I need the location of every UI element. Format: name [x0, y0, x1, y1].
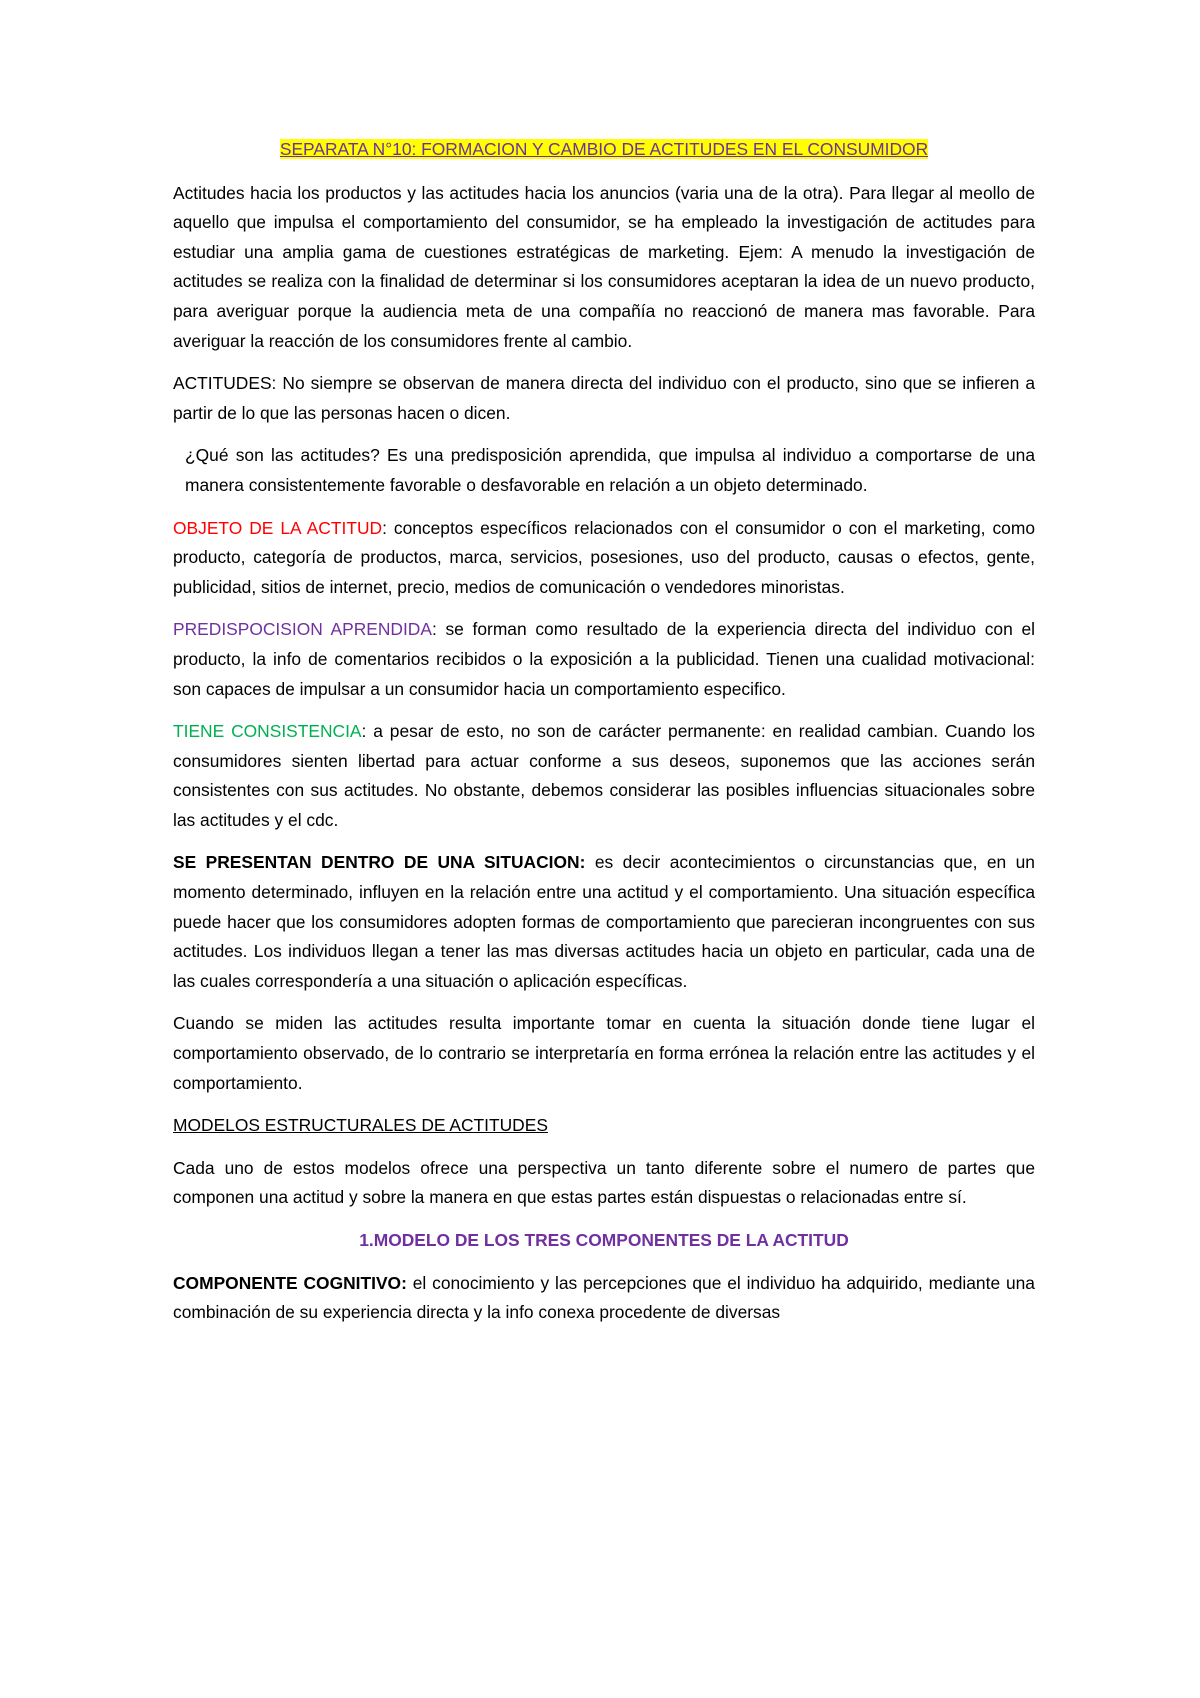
document-title: [173, 135, 1035, 165]
paragraph-modelos: Cada uno de estos modelos ofrece una perspectiva un tanto diferente sobre el numero de partes que componen una actitud y sobre la manera en que estas partes están dispuestas o relacionadas entre sí.: [173, 1157, 1035, 1208]
paragraph-objeto: [173, 514, 1035, 603]
text-componente-cognitivo: el conocimiento y las percepciones que el individuo ha adquirido, mediante una combinación de su experiencia directa y la info conexa procedente de diversas: [173, 1272, 1035, 1323]
paragraph-intro: Actitudes hacia los productos y las actitudes hacia los anuncios (varia una de la otra). Para llegar al meollo de aquello que impulsa el comportamiento del consumidor, se ha empleado la investigación de actitudes para estudiar una amplia gama de cuestiones estratégicas de marketing. Ejem: A menudo la investigación de actitudes se realiza con la finalidad de determinar si los consumidores aceptaran la idea de un nuevo producto, para averiguar porque la audiencia meta de una compañía no reaccionó de manera mas favorable. Para averiguar la reacción de los consumidores frente al cambio.: [173, 182, 1035, 351]
document-page: [173, 135, 1035, 1341]
text-situacion: es decir acontecimientos o circunstancias que, en un momento determinado, influyen en la relación entre una actitud y el comportamiento. Una situación específica puede hacer que los consumidores adopten formas de comportamiento que parecieran incongruentes con sus actitudes. Los individuos llegan a tener las mas diversas actitudes hacia un objeto en particular, cada una de las cuales correspondería a una situación o aplicación específicas.: [173, 852, 1035, 991]
paragraph-actitudes: ACTITUDES: No siempre se observan de manera directa del individuo con el producto, sino que se infieren a partir de lo que las personas hacen o dicen.: [173, 373, 1035, 423]
heading-modelos-estructurales: MODELOS ESTRUCTURALES DE ACTITUDES: [173, 1115, 548, 1136]
label-objeto-actitud: OBJETO DE LA ACTITUD: [173, 517, 383, 538]
heading-modelo-tres-componentes: 1.MODELO DE LOS TRES COMPONENTES DE LA ACTITUD: [359, 1230, 849, 1250]
paragraph-situacion: [173, 848, 1035, 996]
text-predisposicion: : se forman como resultado de la experiencia directa del individuo con el producto, la info de comentarios recibidos o la exposición a la publicidad. Tienen una cualidad motivacional: son capaces de impulsar a un consumidor hacia un comportamiento especifico.: [173, 619, 1035, 699]
label-situacion: SE PRESENTAN DENTRO DE UNA SITUACION:: [173, 852, 586, 873]
label-componente-cognitivo: COMPONENTE COGNITIVO:: [173, 1272, 407, 1293]
text-objeto-actitud: : conceptos específicos relacionados con el consumidor o con el marketing, como producto, categoría de productos, marca, servicios, posesiones, uso del producto, causas o efectos, gente, publicidad, sitios de internet, precio, medios de comunicación o vendedores minoristas.: [173, 517, 1035, 597]
text-consistencia: : a pesar de esto, no son de carácter permanente: en realidad cambian. Cuando los consumidores sienten libertad para actuar conforme a sus deseos, suponemos que las acciones serán consistentes con sus actitudes. No obstante, debemos considerar las posibles influencias situacionales sobre las actitudes y el cdc.: [173, 721, 1035, 830]
label-consistencia: TIENE CONSISTENCIA: [173, 721, 362, 742]
paragraph-que-son: ¿Qué son las actitudes? Es una predisposición aprendida, que impulsa al individuo a comportarse de una manera consistentemente favorable o desfavorable en relación a un objeto determinado.: [185, 445, 1035, 495]
paragraph-medicion: Cuando se miden las actitudes resulta importante tomar en cuenta la situación donde tiene lugar el comportamiento observado, de lo contrario se interpretaría en forma errónea la relación entre las actitudes y el comportamiento.: [173, 1013, 1035, 1093]
paragraph-componente-cognitivo: [173, 1269, 1035, 1328]
paragraph-predisposicion: [173, 615, 1035, 704]
label-predisposicion: PREDISPOCISION APRENDIDA: [173, 619, 432, 640]
paragraph-consistencia: [173, 717, 1035, 835]
document-title-text: SEPARATA N°10: FORMACION Y CAMBIO DE ACTITUDES EN EL CONSUMIDOR: [279, 139, 929, 159]
